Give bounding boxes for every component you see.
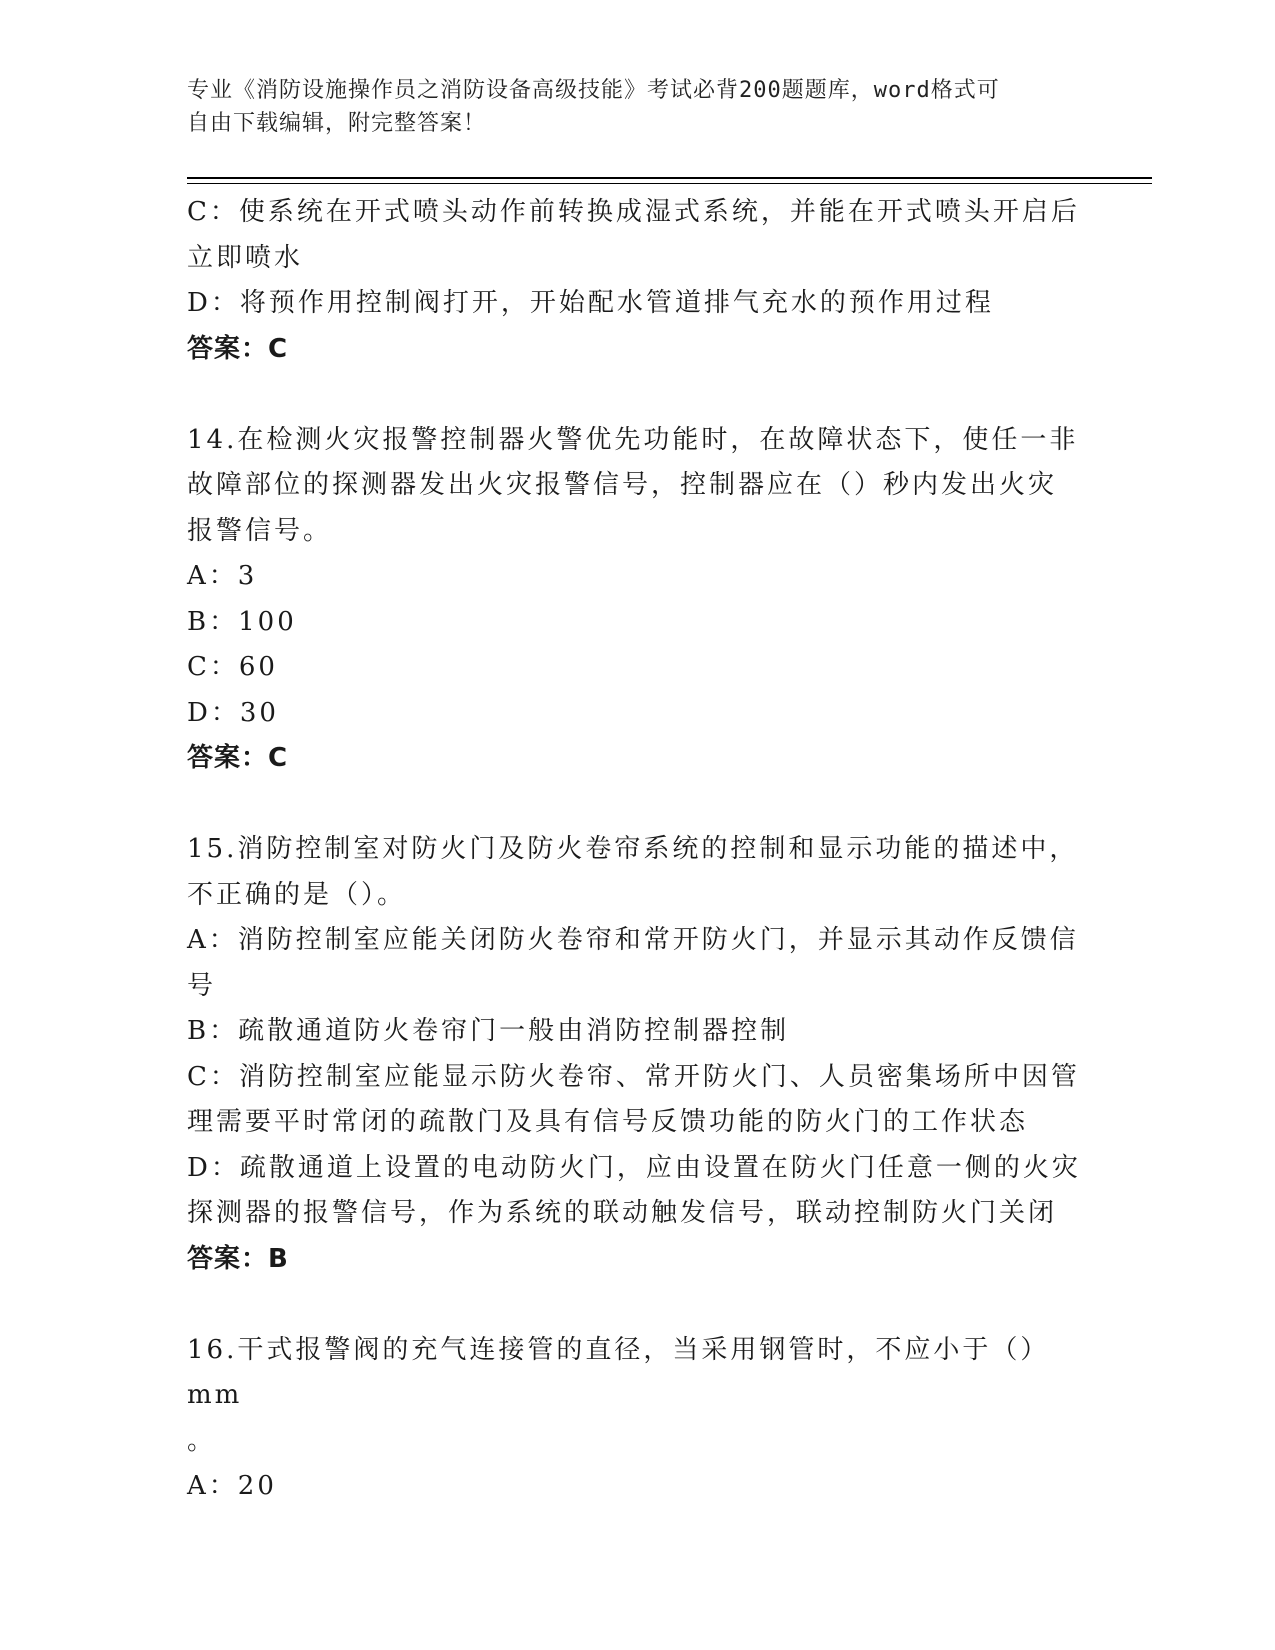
q15-stem-line-2: 不正确的是（）。 <box>187 879 407 910</box>
q14-option-d: D：30 <box>187 697 279 728</box>
q14-stem-line-3: 报警信号。 <box>187 515 333 546</box>
q13-option-c-line-2: 立即喷水 <box>187 242 304 273</box>
document-header <box>187 74 1067 140</box>
q14-option-c: C：60 <box>187 652 278 682</box>
question-16 <box>187 1328 1087 1510</box>
header-divider-thin <box>187 183 1152 184</box>
q15-option-c-line-2: 理需要平时常闭的疏散门及具有信号反馈功能的防火门的工作状态 <box>187 1107 1029 1137</box>
q15-answer: 答案：B <box>187 1243 289 1274</box>
spacer <box>187 1282 1087 1328</box>
question-15 <box>187 827 1087 1282</box>
q15-option-a-line-1: A：消防控制室应能关闭防火卷帘和常开防火门，并显示其动作反馈信 <box>187 925 1079 955</box>
question-13-tail <box>187 190 1087 372</box>
q16-option-a: A：20 <box>187 1471 277 1501</box>
q14-option-b: B：100 <box>187 606 297 637</box>
q16-stem-line-2: 。 <box>187 1425 217 1456</box>
q14-option-a: A：3 <box>187 561 258 591</box>
q15-option-b: B：疏散通道防火卷帘门一般由消防控制器控制 <box>187 1016 790 1046</box>
q13-option-d: D：将预作用控制阀打开，开始配水管道排气充水的预作用过程 <box>187 288 994 318</box>
question-14 <box>187 418 1087 782</box>
spacer <box>187 782 1087 828</box>
q13-option-c-line-1: C：使系统在开式喷头动作前转换成湿式系统，并能在开式喷头开启后 <box>187 197 1080 227</box>
header-divider-thick <box>187 177 1152 179</box>
q15-option-d-line-2: 探测器的报警信号，作为系统的联动触发信号，联动控制防火门关闭 <box>187 1198 1058 1228</box>
q14-stem-line-1: 14.在检测火灾报警控制器火警优先功能时，在故障状态下，使任一非 <box>187 424 1079 455</box>
q15-option-a-line-2: 号 <box>187 970 217 1001</box>
q15-option-d-line-1: D：疏散通道上设置的电动防火门，应由设置在防火门任意一侧的火灾 <box>187 1152 1081 1183</box>
header-title-line-1: 专业《消防设施操作员之消防设备高级技能》考试必背200题题库，word格式可 <box>187 78 1000 103</box>
q15-option-c-line-1: C：消防控制室应能显示防火卷帘、常开防火门、人员密集场所中因管 <box>187 1061 1080 1092</box>
q14-stem-line-2: 故障部位的探测器发出火灾报警信号，控制器应在（）秒内发出火灾 <box>187 470 1058 500</box>
question-content <box>187 190 1087 1510</box>
q15-stem-line-1: 15.消防控制室对防火门及防火卷帘系统的控制和显示功能的描述中， <box>187 834 1079 864</box>
q13-answer: 答案：C <box>187 333 289 364</box>
header-title-line-2: 自由下载编辑，附完整答案！ <box>187 111 487 136</box>
q14-answer: 答案：C <box>187 743 289 773</box>
q16-stem-line-1: 16.干式报警阀的充气连接管的直径，当采用钢管时，不应小于（）mm <box>187 1334 1050 1410</box>
spacer <box>187 372 1087 418</box>
